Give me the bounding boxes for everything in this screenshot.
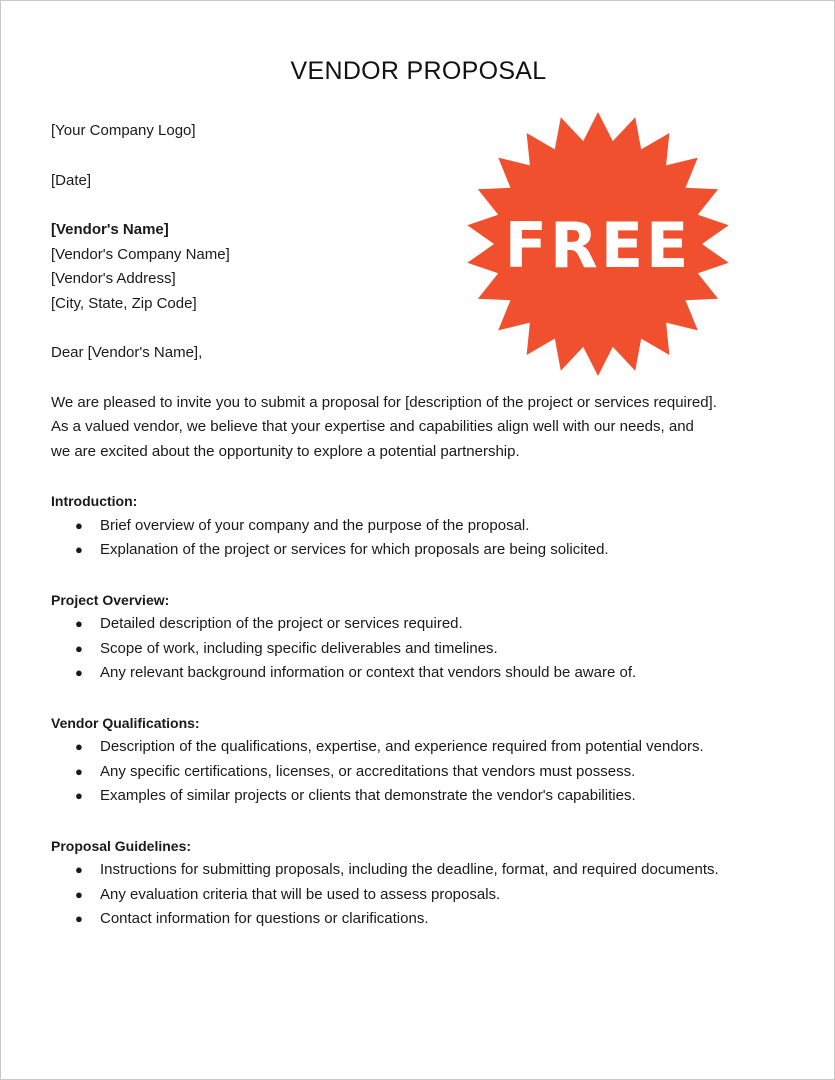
vendor-city-state-zip: [City, State, Zip Code] [51, 294, 197, 312]
section-heading: Proposal Guidelines: [51, 837, 192, 854]
intro-paragraph [51, 391, 791, 465]
bullet-icon: ● [75, 542, 83, 557]
list-item-text: Any relevant background information or context that vendors should be aware of. [100, 664, 637, 681]
section-introduction [51, 489, 791, 563]
vendor-company-name: [Vendor's Company Name] [51, 245, 230, 263]
list-item-text: Explanation of the project or services for which proposals are being solicited. [100, 541, 609, 558]
list-item [51, 612, 791, 637]
bullet-icon: ● [75, 862, 83, 877]
list-item-text: Any specific certifications, licenses, or accreditations that vendors must possess. [100, 762, 636, 780]
section-heading: Project Overview: [51, 591, 170, 608]
bullet-list [51, 612, 791, 686]
vendor-address: [Vendor's Address] [51, 270, 176, 287]
date-placeholder: [Date] [51, 171, 92, 189]
free-badge-text: FREE [504, 209, 692, 282]
letter-body [51, 119, 791, 932]
section-vendor-qualifications [51, 711, 791, 809]
list-item [51, 760, 791, 785]
vendor-name: [Vendor's Name] [51, 221, 169, 238]
bullet-icon: ● [75, 886, 83, 902]
list-item [51, 735, 791, 760]
list-item-text: Instructions for submitting proposals, including the deadline, format, and required documents. [100, 861, 719, 878]
list-item [51, 907, 791, 932]
greeting: Dear [Vendor's Name], [51, 344, 203, 361]
list-item-text: Description of the qualifications, expertise, and experience required from potential vendors. [100, 738, 704, 755]
list-item-text: Detailed description of the project or services required. [100, 615, 463, 632]
list-item-text: Brief overview of your company and the purpose of the proposal. [100, 516, 530, 534]
list-item [51, 858, 791, 883]
list-item [51, 784, 791, 809]
intro-line: As a valued vendor, we believe that your expertise and capabilities align well with our needs, and [51, 418, 694, 435]
bullet-list [51, 514, 791, 563]
list-item-text: Examples of similar projects or clients that demonstrate the vendor's capabilities. [100, 787, 636, 804]
section-proposal-guidelines [51, 834, 791, 932]
bullet-icon: ● [75, 616, 83, 631]
company-logo-placeholder: [Your Company Logo] [51, 122, 196, 139]
list-item [51, 661, 791, 686]
list-item-text: Any evaluation criteria that will be used to assess proposals. [100, 885, 501, 903]
bullet-icon: ● [75, 640, 83, 656]
intro-line: we are excited about the opportunity to explore a potential partnership. [51, 442, 520, 460]
bullet-icon: ● [75, 763, 83, 779]
list-item-text: Contact information for questions or clarifications. [100, 910, 429, 927]
bullet-icon: ● [75, 788, 83, 803]
document-title: VENDOR PROPOSAL [290, 57, 547, 85]
list-item [51, 637, 791, 662]
section-project-overview [51, 588, 791, 686]
list-item-text: Scope of work, including specific deliverables and timelines. [100, 639, 498, 657]
list-item [51, 883, 791, 908]
bullet-icon: ● [75, 517, 83, 533]
bullet-list [51, 735, 791, 809]
intro-line: We are pleased to invite you to submit a proposal for [description of the project or services required]. [51, 393, 717, 411]
section-heading: Vendor Qualifications: [51, 714, 200, 731]
bullet-icon: ● [75, 739, 83, 754]
list-item [51, 514, 791, 539]
list-item [51, 538, 791, 563]
bullet-icon: ● [75, 911, 83, 926]
bullet-list [51, 858, 791, 932]
bullet-icon: ● [75, 665, 83, 680]
section-heading: Introduction: [51, 493, 138, 509]
